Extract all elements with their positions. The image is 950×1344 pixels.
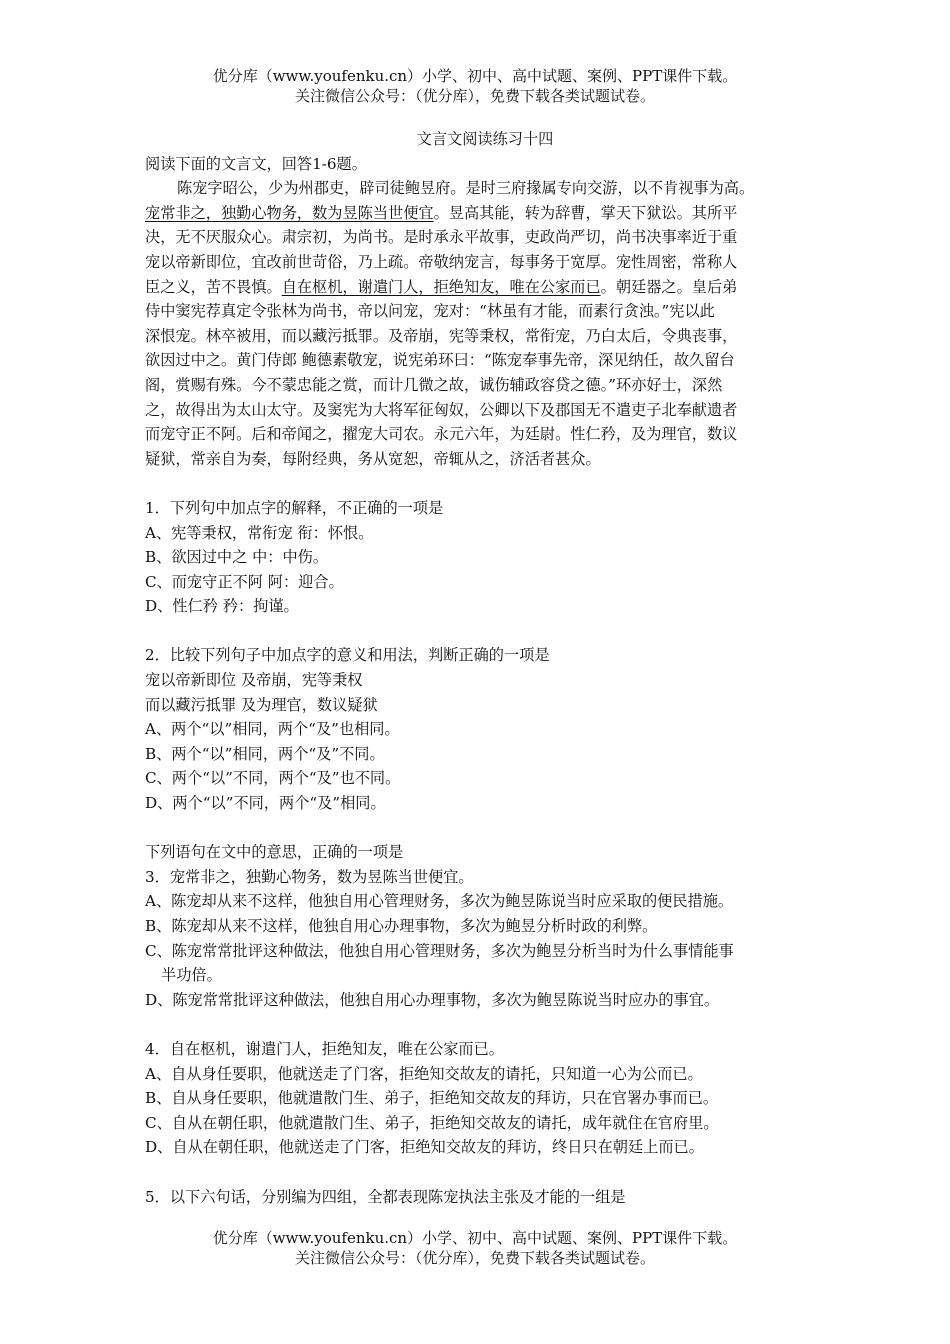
footer-line-1: 优分库（www.youfenku.cn）小学、初中、高中试题、案例、PPT课件下载。: [212, 1229, 738, 1247]
option-d: D、陈宠常常批评这种做法，他独自用心办理事物，多次为鲍昱陈说当时应办的事宜。: [145, 990, 720, 1009]
option-b: B、陈宠却从来不这样，他独自用心办理事物，多次为鲍昱分析时政的利弊。: [145, 917, 658, 935]
page-footer: [0, 1228, 950, 1268]
passage-line: 宠以帝新即位，宜改前世苛俗，乃上疏。帝敬纳宠言，每事务于宽厚。宠性周密，常称人: [145, 252, 738, 271]
section-lead: 下列语句在文中的意思，正确的一项是: [145, 843, 404, 862]
comparison-sentence: 而以藏污抵罪 及为理官，数议疑狱: [145, 695, 378, 714]
passage-line: 之，故得出为太山太守。及窦宪为大将军征匈奴，公卿以下及郡国无不遣吏子北奉献遗者: [145, 400, 738, 419]
question-stem: 2．比较下列句子中加点字的意义和用法，判断正确的一项是: [145, 646, 550, 665]
option-b: B、欲因过中之 中：中伤。: [145, 548, 329, 567]
passage-text: 臣之义，苦不畏慎。: [145, 277, 282, 296]
question-3: [145, 840, 825, 1012]
option-a: A、陈宠却从来不这样，他独自用心管理财务，多次为鲍昱陈说当时应采取的便民措施。: [145, 892, 734, 911]
passage-line: [145, 201, 825, 226]
option-a: A、宪等秉权，常衔宠 衔：怀恨。: [145, 523, 374, 542]
passage-text: 。朝廷器之。皇后弟: [600, 277, 738, 296]
question-4: [145, 1037, 825, 1160]
question-2: [145, 643, 825, 815]
underlined-sentence: 自在枢机，谢遣门人，拒绝知友，唯在公家而已: [281, 277, 601, 296]
question-stem: 5．以下六句话，分别编为四组，全都表现陈宠执法主张及才能的一组是: [145, 1187, 626, 1206]
option-c-continued: 半功倍。: [161, 966, 222, 985]
passage-line: 侍中窦宪荐真定令张林为尚书，帝以问宠，宠对：“林虽有才能，而素行贪浊。”宪以此: [145, 302, 715, 321]
option-c: C、自从在朝任职，他就遣散门生、弟子，拒绝知交故友的请托，成年就住在官府里。: [145, 1113, 719, 1132]
passage-line: 深恨宠。林卒被用，而以藏污抵罪。及帝崩，宪等秉权，常衔宠，乃白太后，令典丧事，: [145, 326, 738, 345]
passage: [145, 176, 825, 471]
comparison-sentence: 宠以帝新即位 及帝崩，宪等秉权: [145, 671, 363, 690]
option-c: C、两个“以”不同，两个“及”也不同。: [145, 769, 401, 788]
page-header: [0, 66, 950, 106]
intro-instruction: 阅读下面的文言文，回答1-6题。: [145, 154, 367, 173]
option-d: D、性仁矜 矜：拘谨。: [145, 597, 299, 616]
option-c: C、而宠守正不阿 阿：迎合。: [145, 572, 344, 591]
passage-line: 陈宠字昭公，少为州郡吏，辟司徒鲍昱府。是时三府掾属专向交游，以不肯视事为高。: [177, 179, 755, 198]
footer-line-2: 关注微信公众号：（优分库），免费下载各类试题试卷。: [294, 1249, 655, 1267]
passage-line: [145, 275, 825, 300]
option-c: C、陈宠常常批评这种做法，他独自用心管理财务，多次为鲍昱分析当时为什么事情能事: [145, 941, 734, 960]
option-b: B、两个“以”相同，两个“及”不同。: [145, 744, 385, 763]
option-a: A、自从身任要职，他就送走了门客，拒绝知交故友的请托，只知道一心为公而已。: [145, 1064, 703, 1083]
document-body: [145, 127, 825, 1209]
passage-line: 疑狱，常亲自为奏，每附经典，务从宽恕，帝辄从之，济活者甚众。: [145, 449, 601, 468]
underlined-sentence: 宠常非之，独勤心物务，数为昱陈当世便宜: [145, 203, 434, 222]
passage-line: 阁，赏赐有殊。今不蒙忠能之赏，而计几微之故，诚伤辅政容贷之德。”环亦好士，深然: [145, 375, 723, 394]
passage-line: 欲因过中之。黄门侍郎 鲍德素敬宠，说宪弟环曰：“陈宠奉事先帝，深见纳任，故久留台: [145, 351, 735, 370]
question-stem: 4．自在枢机，谢遣门人，拒绝知友，唯在公家而已。: [145, 1039, 504, 1058]
header-line-2: 关注微信公众号：（优分库），免费下载各类试题试卷。: [294, 87, 655, 105]
option-d: D、自从在朝任职，他就送走了门客，拒绝知交故友的拜访，终日只在朝廷上而已。: [145, 1138, 704, 1157]
option-b: B、自从身任要职，他就遣散门生、弟子，拒绝知交故友的拜访，只在官署办事而已。: [145, 1089, 719, 1108]
question-5: [145, 1185, 825, 1210]
doc-title: 文言文阅读练习十四: [416, 130, 554, 148]
passage-line: 决，无不厌服众心。肃宗初，为尚书。是时承永平故事，吏政尚严切，尚书决事率近于重: [145, 228, 738, 247]
question-1: [145, 496, 825, 619]
question-stem: 3．宠常非之，独勤心物务，数为昱陈当世便宜。: [145, 867, 474, 886]
option-a: A、两个“以”相同，两个“及”也相同。: [145, 720, 400, 739]
header-line-1: 优分库（www.youfenku.cn）小学、初中、高中试题、案例、PPT课件下载。: [212, 67, 738, 85]
passage-line: 而宠守正不阿。后和帝闻之，擢宠大司农。永元六年，为廷尉。性仁矜，及为理官，数议: [145, 425, 738, 444]
question-stem: 1．下列句中加点字的解释，不正确的一项是: [145, 498, 444, 517]
option-d: D、两个“以”不同，两个“及”相同。: [145, 794, 386, 813]
passage-text: 。昱高其能，转为辞曹，掌天下狱讼。其所平: [433, 203, 738, 222]
